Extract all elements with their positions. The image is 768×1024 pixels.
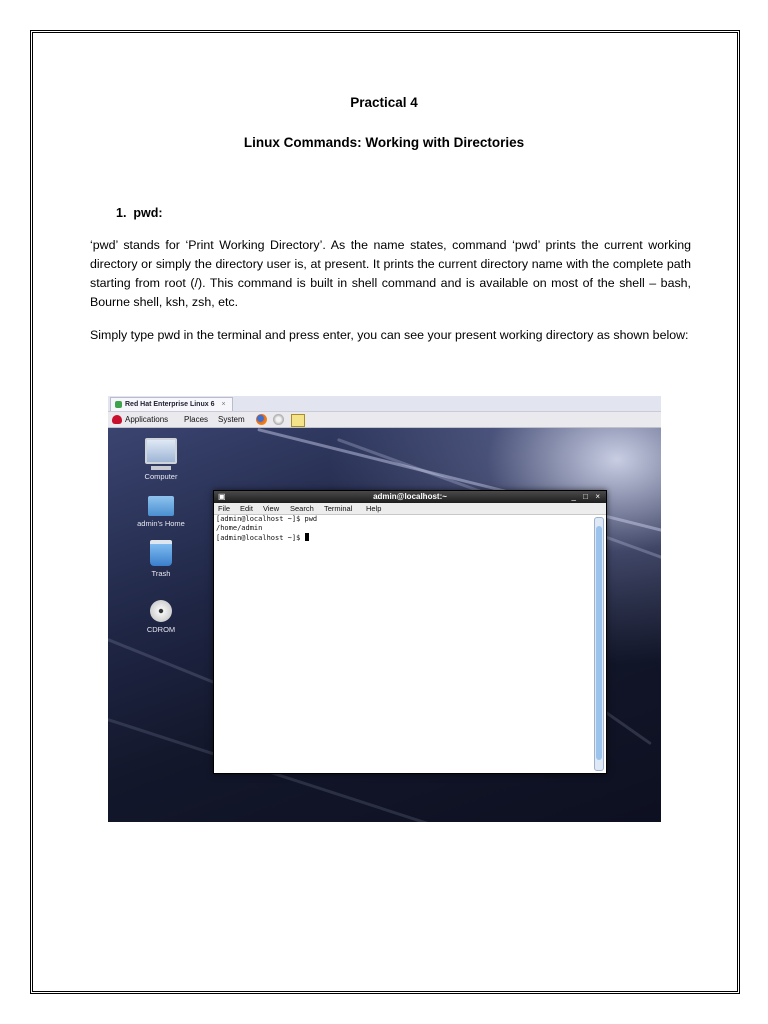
terminal-window[interactable]	[213, 490, 607, 774]
terminal-line: [admin@localhost ~]$ pwd	[216, 515, 318, 523]
computer-icon	[145, 438, 177, 464]
terminal-cursor	[305, 533, 309, 541]
terminal-line-prompt	[216, 533, 588, 543]
home-folder-icon	[148, 496, 174, 516]
notes-icon[interactable]	[291, 414, 305, 427]
terminal-output[interactable]	[216, 515, 588, 543]
scrollbar-thumb[interactable]	[596, 526, 602, 760]
terminal-title: admin@localhost:~	[373, 492, 447, 501]
terminal-line: /home/admin	[216, 524, 263, 532]
trash-icon	[150, 540, 172, 566]
cdrom-icon	[150, 600, 172, 622]
terminal-menu-search[interactable]: Search	[290, 504, 314, 513]
gnome-menu-bar	[108, 412, 661, 428]
terminal-menu-terminal[interactable]: Terminal	[324, 504, 353, 513]
document-subtitle: Linux Commands: Working with Directories	[243, 135, 525, 150]
terminal-screenshot	[108, 396, 661, 822]
desktop-icon-trash[interactable]	[126, 540, 196, 578]
terminal-title-bar[interactable]	[214, 491, 606, 503]
mail-icon[interactable]	[273, 414, 284, 425]
maximize-icon[interactable]: □	[583, 492, 588, 501]
desktop-icon-computer[interactable]	[126, 438, 196, 481]
desktop-icon-label: Trash	[151, 569, 171, 578]
menu-applications[interactable]: Applications	[125, 415, 169, 424]
terminal-window-icon: ▣	[218, 492, 226, 501]
desktop-icon-label: Computer	[144, 472, 178, 481]
paragraph-description: ‘pwd’ stands for ‘Print Working Directory’. As the name states, command ‘pwd’ prints the current working directory or simply the directory user is, at present. It prints the current directory name with the complete path starting from root (/). This command is built in shell command and is available on most of the shell – bash, Bourne shell, ksh, zsh, etc.	[90, 238, 691, 309]
desktop-background	[108, 428, 661, 822]
redhat-logo-icon	[112, 415, 122, 424]
browser-tab-bar	[108, 396, 661, 412]
desktop-icon-label: CDROM	[146, 625, 176, 634]
tab-close-icon[interactable]: ×	[221, 401, 226, 408]
menu-places[interactable]: Places	[184, 415, 209, 424]
minimize-icon[interactable]: _	[571, 492, 576, 501]
terminal-menu-help[interactable]: Help	[366, 504, 382, 513]
terminal-menu-file[interactable]: File	[218, 504, 231, 513]
desktop-icon-cdrom[interactable]	[126, 600, 196, 634]
close-icon[interactable]: ×	[595, 492, 600, 501]
terminal-menu-view[interactable]: View	[263, 504, 280, 513]
terminal-menu-edit[interactable]: Edit	[240, 504, 253, 513]
paragraph-instruction: Simply type pwd in the terminal and press enter, you can see your present working directory as shown below:	[90, 328, 689, 342]
terminal-menu-bar	[214, 503, 606, 515]
tab-rhel[interactable]	[110, 397, 233, 411]
terminal-prompt: [admin@localhost ~]$	[216, 534, 305, 542]
desktop-icon-label: admin's Home	[137, 519, 185, 528]
tab-label: Red Hat Enterprise Linux 6	[125, 401, 215, 408]
section-heading: 1. pwd:	[116, 206, 163, 220]
firefox-icon[interactable]	[256, 414, 267, 425]
menu-system[interactable]: System	[218, 415, 245, 424]
desktop-icon-home[interactable]	[126, 496, 196, 528]
terminal-scrollbar[interactable]	[594, 517, 604, 771]
document-title: Practical 4	[350, 95, 418, 110]
rhel-tab-icon	[115, 401, 122, 408]
